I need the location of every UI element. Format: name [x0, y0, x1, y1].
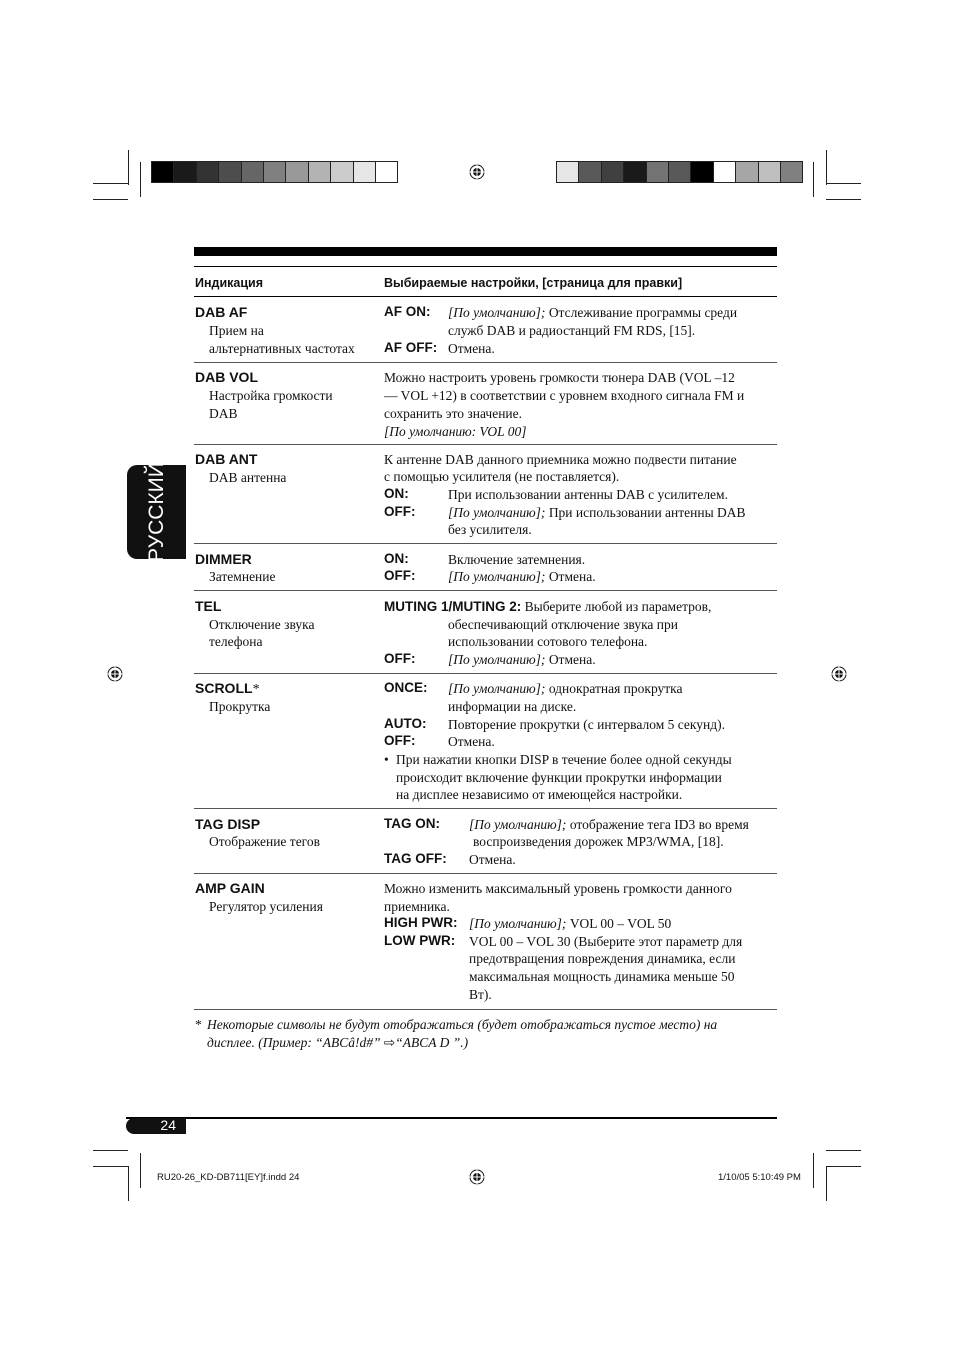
option-key: OFF:: [384, 733, 416, 748]
option-key: OFF:: [384, 651, 416, 666]
footnote-text: Некоторые символы не будут отображаться (будет отображаться пустое место) на: [207, 1017, 718, 1032]
row-sublabel: Регулятор усиления: [209, 899, 323, 914]
option-text: [По умолчанию]; При использовании антенны DAB: [448, 505, 746, 520]
header-rule: [194, 296, 777, 297]
color-swatch: [173, 161, 196, 183]
option-key: ON:: [384, 486, 409, 501]
option-text: MUTING 1/MUTING 2: Выберите любой из параметров,: [384, 599, 712, 614]
option-text: — VOL +12) в соответствии с уровнем входного сигнала FM и: [384, 388, 745, 403]
color-swatch: [646, 161, 669, 183]
row-label: DAB VOL: [195, 369, 258, 385]
row-divider: [194, 362, 777, 363]
color-swatch: [330, 161, 353, 183]
bottom-rule: [126, 1117, 777, 1119]
row-sublabel: DAB: [209, 406, 238, 421]
row-sublabel: Прием на: [209, 323, 264, 338]
print-footer-file: RU20-26_KD-DB711[EY]f.indd 24: [157, 1172, 300, 1183]
option-text: Отмена.: [448, 734, 495, 749]
note-text: на дисплее независимо от имеющейся настройки.: [396, 787, 683, 802]
option-text: служб DAB и радиостанций FM RDS, [15].: [448, 323, 696, 338]
color-swatch: [218, 161, 241, 183]
option-text: воспроизведения дорожек MP3/WMA, [18].: [473, 834, 724, 849]
row-divider: [194, 444, 777, 445]
default-value: [По умолчанию: VOL 00]: [384, 424, 527, 439]
row-sublabel: DAB антенна: [209, 470, 287, 485]
row-sublabel: альтернативных частотах: [209, 341, 355, 356]
row-divider: [194, 543, 777, 544]
color-swatch: [668, 161, 691, 183]
option-text: информации на диске.: [448, 699, 577, 714]
row-label: DAB ANT: [195, 451, 258, 467]
option-text: [По умолчанию]; Отслеживание программы среди: [448, 305, 738, 320]
option-text: Повторение прокрутки (с интервалом 5 секунд).: [448, 717, 725, 732]
option-text: [По умолчанию]; Отмена.: [448, 652, 596, 667]
bullet: •: [384, 752, 389, 767]
color-swatch: [758, 161, 781, 183]
row-label: DIMMER: [195, 551, 252, 567]
option-text: [По умолчанию]; VOL 00 – VOL 50: [469, 916, 672, 931]
option-key: HIGH PWR:: [384, 915, 458, 930]
registration-mark-icon: [469, 164, 485, 180]
footnote-text: дисплее. (Пример: “ABCâ!d#” ⇨“ABCA D ”.): [207, 1035, 469, 1050]
option-key: AF ON:: [384, 304, 431, 319]
row-divider: [194, 590, 777, 591]
row-label: TAG DISP: [195, 816, 261, 832]
color-swatch: [780, 161, 803, 183]
color-swatch: [151, 161, 174, 183]
color-swatch: [735, 161, 758, 183]
row-sublabel: Отображение тегов: [209, 834, 321, 849]
color-swatch: [285, 161, 308, 183]
note-text: При нажатии кнопки DISP в течение более одной секунды: [396, 752, 732, 767]
color-swatch: [578, 161, 601, 183]
color-swatch: [623, 161, 646, 183]
row-sublabel: Отключение звука: [209, 617, 315, 632]
row-label: TEL: [195, 598, 222, 614]
row-sublabel: Прокрутка: [209, 699, 271, 714]
option-text: предотвращения повреждения динамика, если: [469, 951, 736, 966]
option-text: Включение затемнения.: [448, 552, 586, 567]
registration-mark-icon: [107, 666, 123, 682]
option-key: ONCE:: [384, 680, 428, 695]
option-key: AF OFF:: [384, 340, 438, 355]
registration-mark-icon: [469, 1169, 485, 1185]
option-text: Вт).: [469, 987, 492, 1002]
footnote-mark: *: [195, 1017, 202, 1032]
color-swatch: [713, 161, 736, 183]
option-text: Отмена.: [469, 852, 516, 867]
option-text: использовании сотового телефона.: [448, 634, 648, 649]
color-swatch: [601, 161, 624, 183]
color-swatch: [353, 161, 376, 183]
option-key: TAG ON:: [384, 816, 440, 831]
color-swatch: [241, 161, 264, 183]
option-key: ON:: [384, 551, 409, 566]
option-key: TAG OFF:: [384, 851, 447, 866]
color-swatch: [375, 161, 398, 183]
option-text: с помощью усилителя (не поставляется).: [384, 469, 620, 484]
row-divider: [194, 808, 777, 809]
option-text: Отмена.: [448, 341, 495, 356]
top-thick-rule: [194, 247, 777, 256]
color-swatch: [196, 161, 219, 183]
color-swatch: [556, 161, 579, 183]
note-text: происходит включение функции прокрутки информации: [396, 770, 722, 785]
option-text: максимальная мощность динамика меньше 50: [469, 969, 735, 984]
option-key: OFF:: [384, 504, 416, 519]
option-key: OFF:: [384, 568, 416, 583]
option-key: AUTO:: [384, 716, 427, 731]
option-text: При использовании антенны DAB с усилителем.: [448, 487, 728, 502]
print-footer-timestamp: 1/10/05 5:10:49 PM: [718, 1172, 801, 1183]
option-text: [По умолчанию]; отображение тега ID3 во время: [469, 817, 749, 832]
row-sublabel: телефона: [209, 634, 263, 649]
row-divider: [194, 673, 777, 674]
page-number: 24: [160, 1117, 176, 1133]
language-tab: РУССКИЙ: [127, 465, 186, 559]
color-swatch: [308, 161, 331, 183]
top-thin-rule: [194, 266, 777, 267]
option-text: обеспечивающий отключение звука при: [448, 617, 679, 632]
row-sublabel: Затемнение: [209, 569, 276, 584]
row-divider: [194, 1009, 777, 1010]
option-text: [По умолчанию]; однократная прокрутка: [448, 681, 683, 696]
column-header-settings: Выбираемые настройки, [страница для правки]: [384, 276, 683, 290]
option-text: [По умолчанию]; Отмена.: [448, 569, 596, 584]
page-number-tab: [126, 1118, 186, 1134]
registration-mark-icon: [831, 666, 847, 682]
option-text: Можно изменить максимальный уровень громкости данного: [384, 881, 732, 896]
color-swatch: [263, 161, 286, 183]
option-text: VOL 00 – VOL 30 (Выберите этот параметр для: [469, 934, 743, 949]
color-swatch: [690, 161, 713, 183]
row-sublabel: Настройка громкости: [209, 388, 333, 403]
option-text: К антенне DAB данного приемника можно подвести питание: [384, 452, 737, 467]
option-text: без усилителя.: [448, 522, 532, 537]
option-text: приемника.: [384, 899, 450, 914]
option-text: Можно настроить уровень громкости тюнера DAB (VOL –12: [384, 370, 735, 385]
arrow-icon: ⇨: [383, 1035, 396, 1050]
row-divider: [194, 873, 777, 874]
option-text: сохранить это значение.: [384, 406, 523, 421]
row-label: AMP GAIN: [195, 880, 265, 896]
option-key: LOW PWR:: [384, 933, 456, 948]
row-label: DAB AF: [195, 304, 248, 320]
column-header-indication: Индикация: [195, 276, 264, 290]
row-label: SCROLL*: [195, 680, 260, 697]
